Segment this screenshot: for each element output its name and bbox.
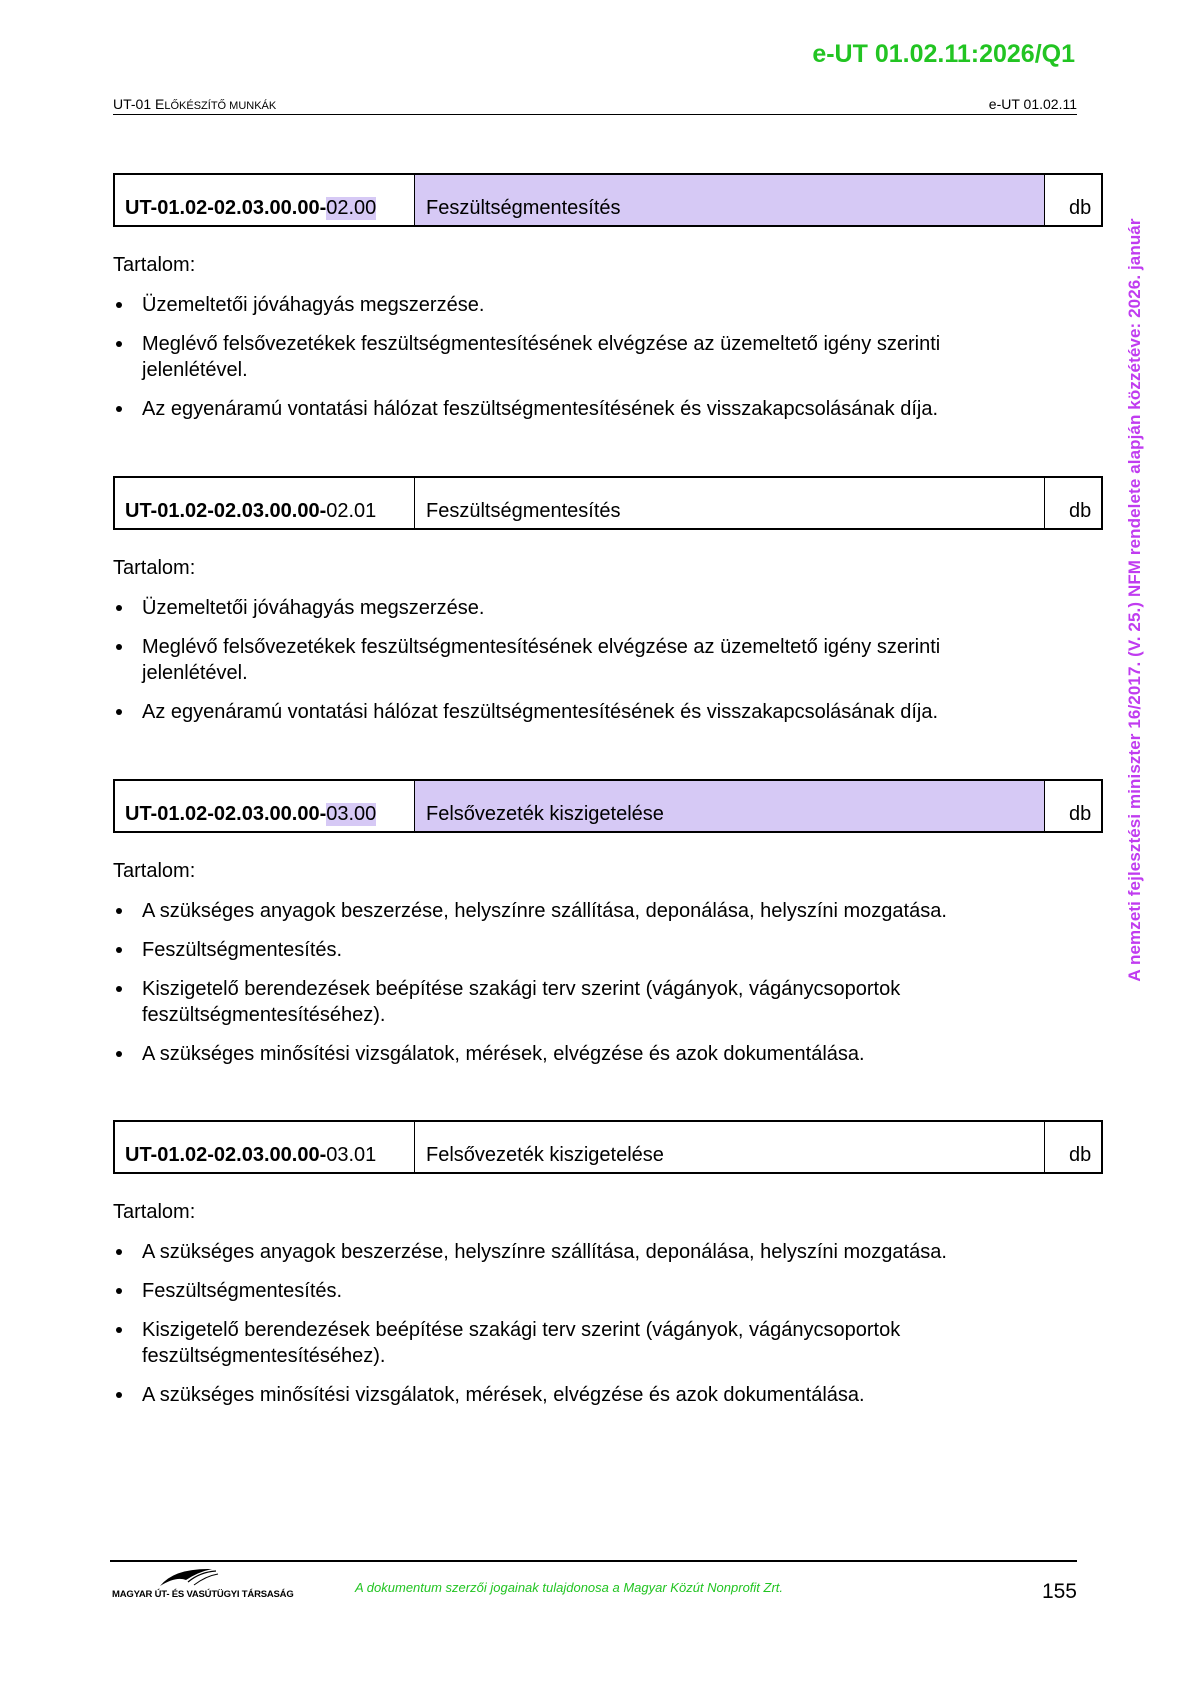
list-item: Meglévő felsővezetékek feszültségmentesítésének elvégzése az üzemeltető igény szerinti jelenlétével.	[113, 634, 1043, 686]
page-number: 155	[1041, 1580, 1077, 1603]
bullet-icon	[116, 986, 122, 992]
item-description: Feszültségmentesítés	[415, 478, 1045, 528]
bullet-icon	[116, 1392, 122, 1398]
content-label: Tartalom:	[113, 254, 196, 276]
item-code	[115, 175, 415, 225]
bullet-icon	[116, 605, 122, 611]
item-code-prefix: UT-01.02-02.03.00.00-	[125, 1144, 327, 1166]
bullet-icon	[116, 644, 122, 650]
document-id: e-UT 01.02.11:2026/Q1	[812, 40, 1075, 68]
bullet-icon	[116, 709, 122, 715]
item-description: Felsővezeték kiszigetelése	[415, 1122, 1045, 1172]
content-label: Tartalom:	[113, 860, 196, 882]
header-rule	[113, 114, 1077, 115]
item-code	[115, 781, 415, 831]
logo-text: MAGYAR ÚT- ÉS VASÚTÜGYI TÁRSASÁG	[112, 1589, 294, 1600]
list-item: Kiszigetelő berendezések beépítése szakági terv szerint (vágányok, vágánycsoportok feszültségmentesítéséhez).	[113, 976, 1043, 1028]
list-item: Üzemeltetői jóváhagyás megszerzése.	[113, 292, 1043, 318]
item-code	[115, 1122, 415, 1172]
bullet-icon	[116, 302, 122, 308]
bullet-icon	[116, 1288, 122, 1294]
content-list	[113, 292, 1043, 435]
list-item: Az egyenáramú vontatási hálózat feszültségmentesítésének és visszakapcsolásának díja.	[113, 699, 1043, 725]
content-list	[113, 898, 1043, 1080]
item-unit: db	[1069, 1144, 1092, 1166]
copyright-notice: A dokumentum szerzői jogainak tulajdonosa a Magyar Közút Nonprofit Zrt.	[355, 1580, 784, 1595]
item-header-table	[113, 779, 1103, 833]
item-code-suffix: 02.00	[326, 197, 377, 219]
item-header-table	[113, 1120, 1103, 1174]
item-code-prefix: UT-01.02-02.03.00.00-	[125, 803, 327, 825]
list-item: A szükséges anyagok beszerzése, helyszínre szállítása, deponálása, helyszíni mozgatása.	[113, 898, 1043, 924]
publication-note: A nemzeti fejlesztési miniszter 16/2017. (V. 25.) NFM rendelete alapján közzétéve: 2026. január	[1125, 218, 1144, 982]
item-code	[115, 478, 415, 528]
item-unit: db	[1069, 500, 1092, 522]
chapter-prefix: UT-01 E	[113, 96, 165, 112]
bullet-icon	[116, 947, 122, 953]
item-code-suffix: 03.01	[326, 1144, 377, 1166]
bullet-icon	[116, 341, 122, 347]
society-logo	[112, 1566, 294, 1606]
list-item: Feszültségmentesítés.	[113, 937, 1043, 963]
list-item: A szükséges anyagok beszerzése, helyszínre szállítása, deponálása, helyszíni mozgatása.	[113, 1239, 1043, 1265]
content-label: Tartalom:	[113, 1201, 196, 1223]
bullet-icon	[116, 1051, 122, 1057]
standard-id: e-UT 01.02.11	[988, 96, 1077, 112]
list-item: Feszültségmentesítés.	[113, 1278, 1043, 1304]
list-item: A szükséges minősítési vizsgálatok, mérések, elvégzése és azok dokumentálása.	[113, 1382, 1043, 1408]
item-code-suffix: 03.00	[326, 803, 377, 825]
chapter-title	[113, 96, 276, 112]
bullet-icon	[116, 1249, 122, 1255]
item-unit: db	[1069, 803, 1092, 825]
footer-rule	[110, 1560, 1077, 1562]
item-code-suffix: 02.01	[326, 500, 377, 522]
list-item: Üzemeltetői jóváhagyás megszerzése.	[113, 595, 1043, 621]
chapter-small-caps: LŐKÉSZÍTŐ MUNKÁK	[164, 100, 277, 112]
list-item: A szükséges minősítési vizsgálatok, mérések, elvégzése és azok dokumentálása.	[113, 1041, 1043, 1067]
bullet-icon	[116, 1327, 122, 1333]
item-unit: db	[1069, 197, 1092, 219]
road-arc-icon	[112, 1566, 262, 1590]
bullet-icon	[116, 406, 122, 412]
list-item: Kiszigetelő berendezések beépítése szakági terv szerint (vágányok, vágánycsoportok feszültségmentesítéséhez).	[113, 1317, 1043, 1369]
content-list	[113, 595, 1043, 738]
item-code-prefix: UT-01.02-02.03.00.00-	[125, 197, 327, 219]
bullet-icon	[116, 908, 122, 914]
item-description: Feszültségmentesítés	[415, 175, 1045, 225]
item-header-table	[113, 476, 1103, 530]
item-code-prefix: UT-01.02-02.03.00.00-	[125, 500, 327, 522]
content-list	[113, 1239, 1043, 1421]
list-item: Az egyenáramú vontatási hálózat feszültségmentesítésének és visszakapcsolásának díja.	[113, 396, 1043, 422]
list-item: Meglévő felsővezetékek feszültségmentesítésének elvégzése az üzemeltető igény szerinti jelenlétével.	[113, 331, 1043, 383]
content-label: Tartalom:	[113, 557, 196, 579]
item-description: Felsővezeték kiszigetelése	[415, 781, 1045, 831]
item-header-table	[113, 173, 1103, 227]
